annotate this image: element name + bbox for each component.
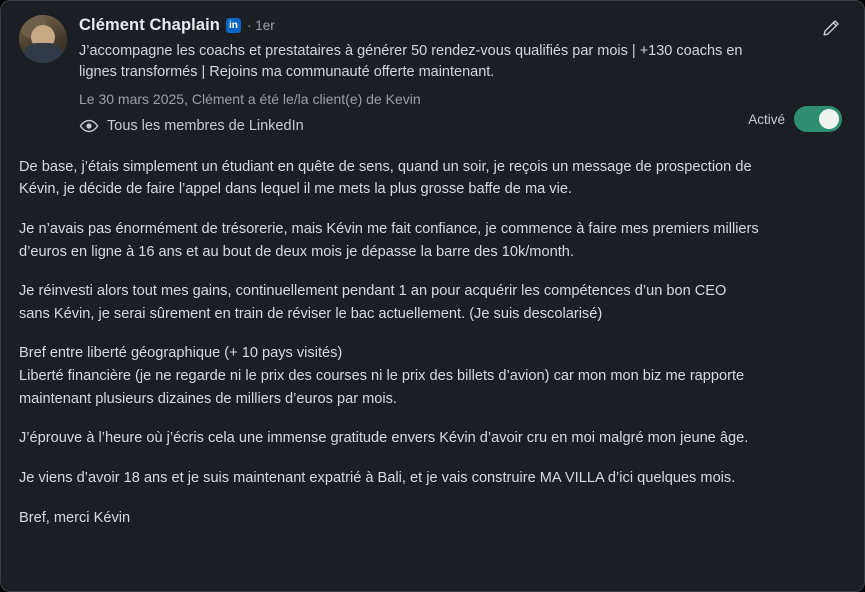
name-row (79, 16, 842, 36)
eye-icon (79, 116, 99, 136)
paragraph: Je n’avais pas énormément de trésorerie, mais Kévin me fait confiance, je commence à faire mes premiers milliers d’euros en ligne à 16 ans et au bout de deux mois je dépasse la barre des 10k/month. (19, 221, 759, 260)
recommendation-header (19, 15, 842, 136)
recommendation-body (19, 156, 761, 529)
toggle-knob (819, 109, 839, 129)
paragraph: Je réinvesti alors tout mes gains, continuellement pendant 1 an pour acquérir les compétences d’un bon CEO sans Kévin, je serai sûrement en train de réviser le bac actuellement. (Je suis descolarisé) (19, 283, 727, 322)
visibility-label: Tous les membres de LinkedIn (107, 117, 304, 134)
relationship-text: Le 30 mars 2025, Clément a été le/la client(e) de Kevin (79, 90, 421, 107)
paragraph: Bref, merci Kévin (19, 509, 131, 526)
toggle-label: Activé (748, 111, 785, 127)
pencil-icon[interactable] (818, 15, 844, 41)
avatar (19, 15, 67, 63)
profile-headline: J’accompagne les coachs et prestataires à générer 50 rendez-vous qualifiés par mois | +130 coachs en lignes transformés | Rejoins ma communauté offerte maintenant. (79, 42, 743, 80)
visibility-row (79, 116, 842, 136)
avatar-body (23, 43, 63, 63)
visibility-toggle[interactable] (794, 106, 842, 132)
paragraph: Je viens d’avoir 18 ans et je suis maintenant expatrié à Bali, et je vais construire MA VILLA d’ici quelques mois. (19, 469, 736, 486)
paragraph: Bref entre liberté géographique (+ 10 pays visités) (19, 345, 343, 362)
visibility-toggle-group[interactable] (748, 106, 842, 132)
connection-degree: · 1er (246, 17, 275, 33)
paragraph: J’éprouve à l’heure où j’écris cela une immense gratitude envers Kévin d’avoir cru en moi malgré mon jeune âge. (19, 430, 749, 447)
paragraph: Liberté financière (je ne regarde ni le prix des courses ni le prix des billets d’avion) car mon mon biz me rapporte maintenant plusieurs dizaines de milliers d’euros par mois. (19, 368, 745, 407)
profile-name[interactable]: Clément Chaplain (79, 16, 220, 34)
linkedin-icon: in (226, 18, 241, 33)
profile-summary (79, 15, 842, 136)
paragraph: De base, j’étais simplement un étudiant en quête de sens, quand un soir, je reçois un message de prospection de Kévin, je décide de faire l’appel dans lequel il me mets la plus grosse baffe de ma vie. (19, 158, 752, 198)
